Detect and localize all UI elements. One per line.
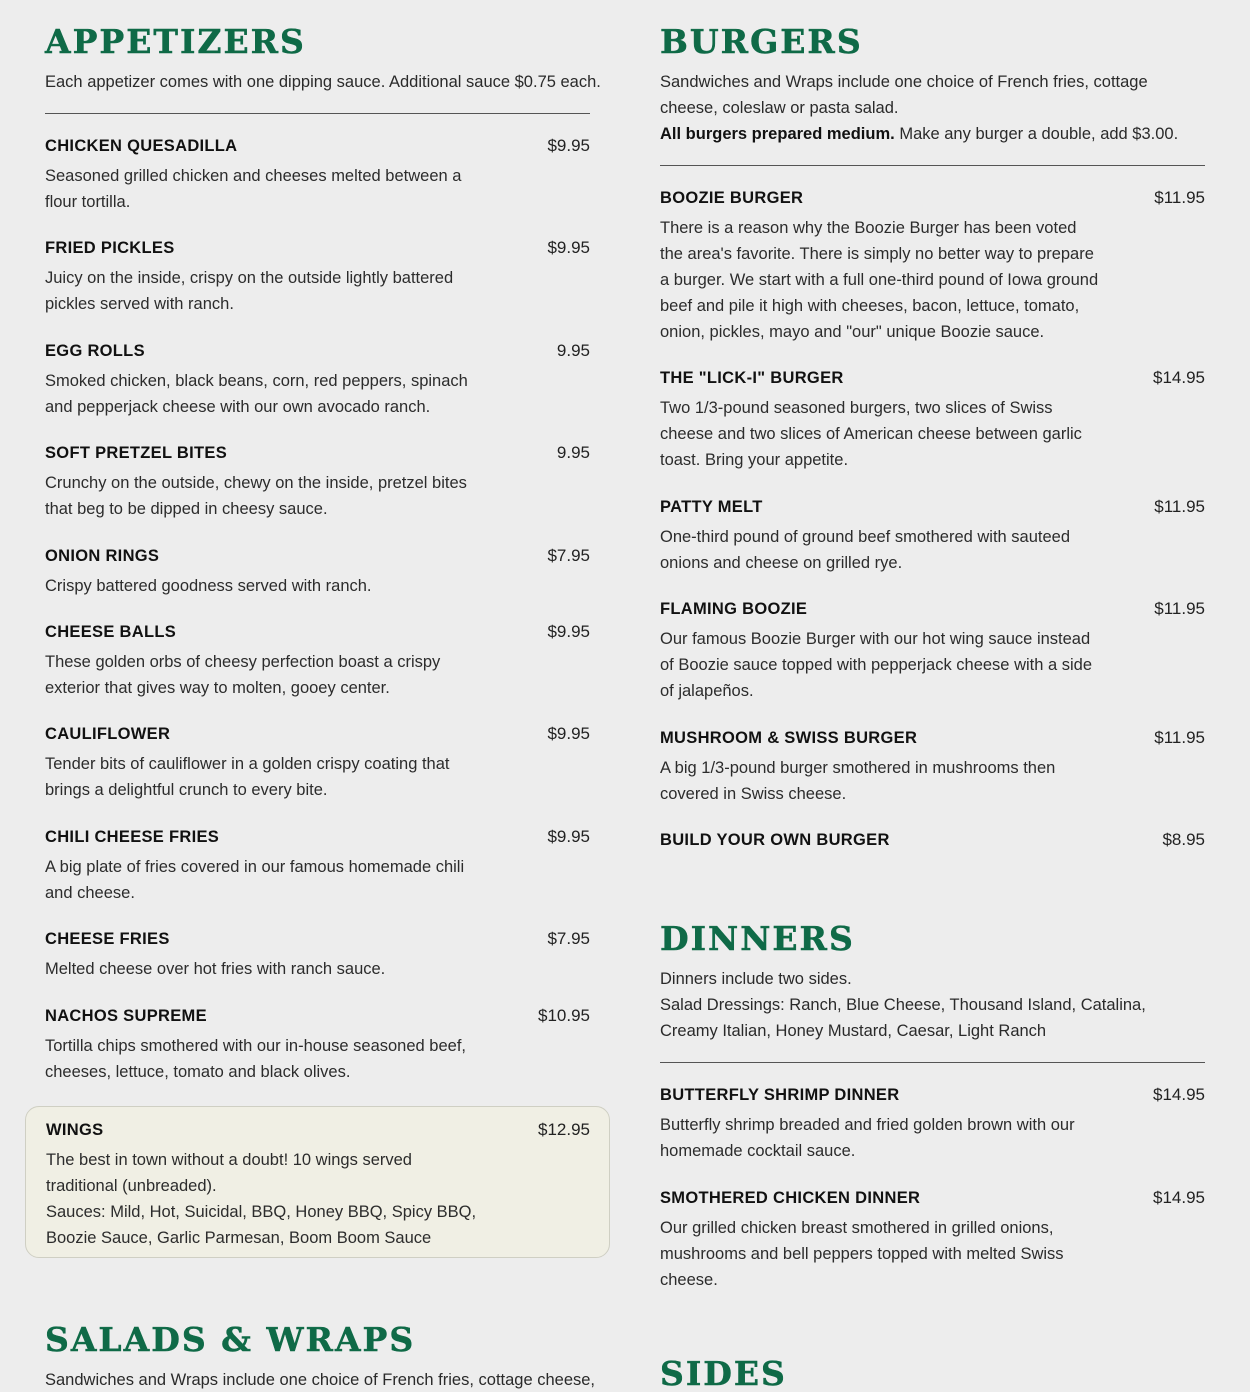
menu-item bbox=[45, 724, 590, 803]
item-name: EGG ROLLS bbox=[45, 342, 145, 360]
item-name: ONION RINGS bbox=[45, 547, 160, 565]
item-name: CHEESE BALLS bbox=[45, 623, 177, 641]
item-price: $11.95 bbox=[1154, 599, 1205, 618]
item-description: A big 1/3-pound burger smothered in mushrooms then covered in Swiss cheese. bbox=[660, 759, 1056, 803]
item-name: CAULIFLOWER bbox=[45, 725, 171, 743]
item-name: SMOTHERED CHICKEN DINNER bbox=[660, 1189, 921, 1207]
menu-item bbox=[45, 546, 590, 599]
menu-item bbox=[660, 188, 1205, 345]
item-name: CHICKEN QUESADILLA bbox=[45, 137, 238, 155]
menu-item bbox=[660, 368, 1205, 473]
item-price: $9.95 bbox=[547, 724, 590, 743]
item-description: Butterfly shrimp breaded and fried golden brown with our homemade cocktail sauce. bbox=[660, 1116, 1075, 1160]
sides-title: SIDES bbox=[660, 1354, 787, 1392]
item-price: $10.95 bbox=[538, 1006, 590, 1025]
item-description: A big plate of fries covered in our famous homemade chili and cheese. bbox=[45, 858, 465, 902]
appetizers-title: APPETIZERS bbox=[45, 22, 306, 61]
item-price: $11.95 bbox=[1154, 188, 1205, 207]
burgers-title: BURGERS bbox=[660, 22, 863, 61]
burgers-note bbox=[660, 121, 1220, 147]
item-name: THE "LICK-I" BURGER bbox=[660, 369, 844, 387]
item-price: $14.95 bbox=[1153, 1085, 1205, 1104]
burgers-intro: Sandwiches and Wraps include one choice of French fries, cottage cheese, coleslaw or pasta salad. bbox=[660, 73, 1148, 117]
menu-item bbox=[660, 728, 1205, 807]
menu-item bbox=[660, 599, 1205, 704]
menu-item bbox=[45, 443, 590, 522]
burgers-divider bbox=[660, 165, 1205, 166]
item-name: PATTY MELT bbox=[660, 498, 763, 516]
item-description: Our famous Boozie Burger with our hot wing sauce instead of Boozie sauce topped with pepperjack cheese with a side of jalapeños. bbox=[660, 630, 1093, 700]
salads-intro: Sandwiches and Wraps include one choice of French fries, cottage cheese, bbox=[45, 1371, 596, 1389]
item-price: $7.95 bbox=[547, 929, 590, 948]
item-description: One-third pound of ground beef smothered with sauteed onions and cheese on grilled rye. bbox=[660, 528, 1071, 572]
dinners-divider bbox=[660, 1062, 1205, 1063]
item-description: Tender bits of cauliflower in a golden crispy coating that brings a delightful crunch to every bite. bbox=[45, 755, 450, 799]
menu-item bbox=[45, 136, 590, 215]
dinners-intro: Dinners include two sides. bbox=[660, 970, 852, 988]
item-price: $7.95 bbox=[547, 546, 590, 565]
item-description: These golden orbs of cheesy perfection boast a crispy exterior that gives way to molten, gooey center. bbox=[45, 653, 441, 697]
item-price: $9.95 bbox=[547, 238, 590, 257]
item-description: The best in town without a doubt! 10 wings served traditional (unbreaded). bbox=[46, 1151, 412, 1195]
item-description: Melted cheese over hot fries with ranch sauce. bbox=[45, 960, 386, 978]
menu-item bbox=[45, 827, 590, 906]
item-name: FRIED PICKLES bbox=[45, 239, 175, 257]
menu-item bbox=[45, 341, 590, 420]
menu-item bbox=[45, 1006, 590, 1085]
menu-item bbox=[660, 497, 1205, 576]
salads-title: SALADS & WRAPS bbox=[45, 1320, 416, 1359]
menu-item bbox=[660, 1188, 1205, 1293]
item-name: NACHOS SUPREME bbox=[45, 1007, 207, 1025]
item-price: $14.95 bbox=[1153, 1188, 1205, 1207]
item-sauces: Sauces: Mild, Hot, Suicidal, BBQ, Honey BBQ, Spicy BBQ, Boozie Sauce, Garlic Parmesan, Boom Boom Sauce bbox=[46, 1203, 477, 1247]
item-price: $9.95 bbox=[547, 136, 590, 155]
featured-item-box bbox=[25, 1106, 610, 1258]
menu-item bbox=[45, 929, 590, 982]
item-name: SOFT PRETZEL BITES bbox=[45, 444, 228, 462]
item-price: $8.95 bbox=[1162, 830, 1205, 849]
item-price: $12.95 bbox=[538, 1120, 590, 1139]
item-description: Our grilled chicken breast smothered in grilled onions, mushrooms and bell peppers topped with melted Swiss cheese. bbox=[660, 1219, 1064, 1289]
item-price: 9.95 bbox=[556, 341, 590, 360]
item-name: WINGS bbox=[46, 1121, 104, 1139]
menu-item-featured bbox=[46, 1120, 590, 1251]
burgers-note-text: Make any burger a double, add $3.00. bbox=[894, 125, 1179, 143]
item-price: $9.95 bbox=[547, 622, 590, 641]
menu-item bbox=[660, 1085, 1205, 1164]
item-description: Juicy on the inside, crispy on the outside lightly battered pickles served with ranch. bbox=[45, 269, 454, 313]
item-name: CHILI CHEESE FRIES bbox=[45, 828, 220, 846]
item-description: Tortilla chips smothered with our in-house seasoned beef, cheeses, lettuce, tomato and black olives. bbox=[45, 1037, 466, 1081]
item-description: Seasoned grilled chicken and cheeses melted between a flour tortilla. bbox=[45, 167, 462, 211]
item-price: 9.95 bbox=[556, 443, 590, 462]
item-name: BOOZIE BURGER bbox=[660, 189, 804, 207]
item-price: $9.95 bbox=[547, 827, 590, 846]
item-description: Crunchy on the outside, chewy on the inside, pretzel bites that beg to be dipped in cheesy sauce. bbox=[45, 474, 467, 518]
menu-item bbox=[45, 622, 590, 701]
dinners-dressings: Salad Dressings: Ranch, Blue Cheese, Thousand Island, Catalina, Creamy Italian, Honey Mustard, Caesar, Light Ranch bbox=[660, 996, 1146, 1040]
menu-item bbox=[45, 238, 590, 317]
item-description: Crispy battered goodness served with ranch. bbox=[45, 577, 372, 595]
burgers-note-bold: All burgers prepared medium. bbox=[660, 125, 895, 143]
appetizers-intro: Each appetizer comes with one dipping sauce. Additional sauce $0.75 each. bbox=[45, 73, 601, 91]
item-price: $14.95 bbox=[1153, 368, 1205, 387]
item-description: Smoked chicken, black beans, corn, red peppers, spinach and pepperjack cheese with our own avocado ranch. bbox=[45, 372, 468, 416]
item-price: $11.95 bbox=[1154, 728, 1205, 747]
item-name: BUTTERFLY SHRIMP DINNER bbox=[660, 1086, 900, 1104]
item-description: Two 1/3-pound seasoned burgers, two slices of Swiss cheese and two slices of American cheese between garlic toast. Bring your appetite. bbox=[660, 399, 1082, 469]
item-name: FLAMING BOOZIE bbox=[660, 600, 808, 618]
dinners-title: DINNERS bbox=[660, 919, 855, 958]
appetizers-divider bbox=[45, 113, 590, 114]
item-description: There is a reason why the Boozie Burger has been voted the area's favorite. There is simply no better way to prepare a burger. We start with a full one-third pound of Iowa ground beef and pile it high with cheeses, bacon, lettuce, tomato, onion, pickles, mayo and "our" unique Boozie sauce. bbox=[660, 219, 1099, 341]
item-price: $11.95 bbox=[1154, 497, 1205, 516]
item-name: CHEESE FRIES bbox=[45, 930, 170, 948]
menu-item bbox=[660, 830, 1205, 850]
item-name: MUSHROOM & SWISS BURGER bbox=[660, 729, 918, 747]
item-name: BUILD YOUR OWN BURGER bbox=[660, 831, 890, 849]
